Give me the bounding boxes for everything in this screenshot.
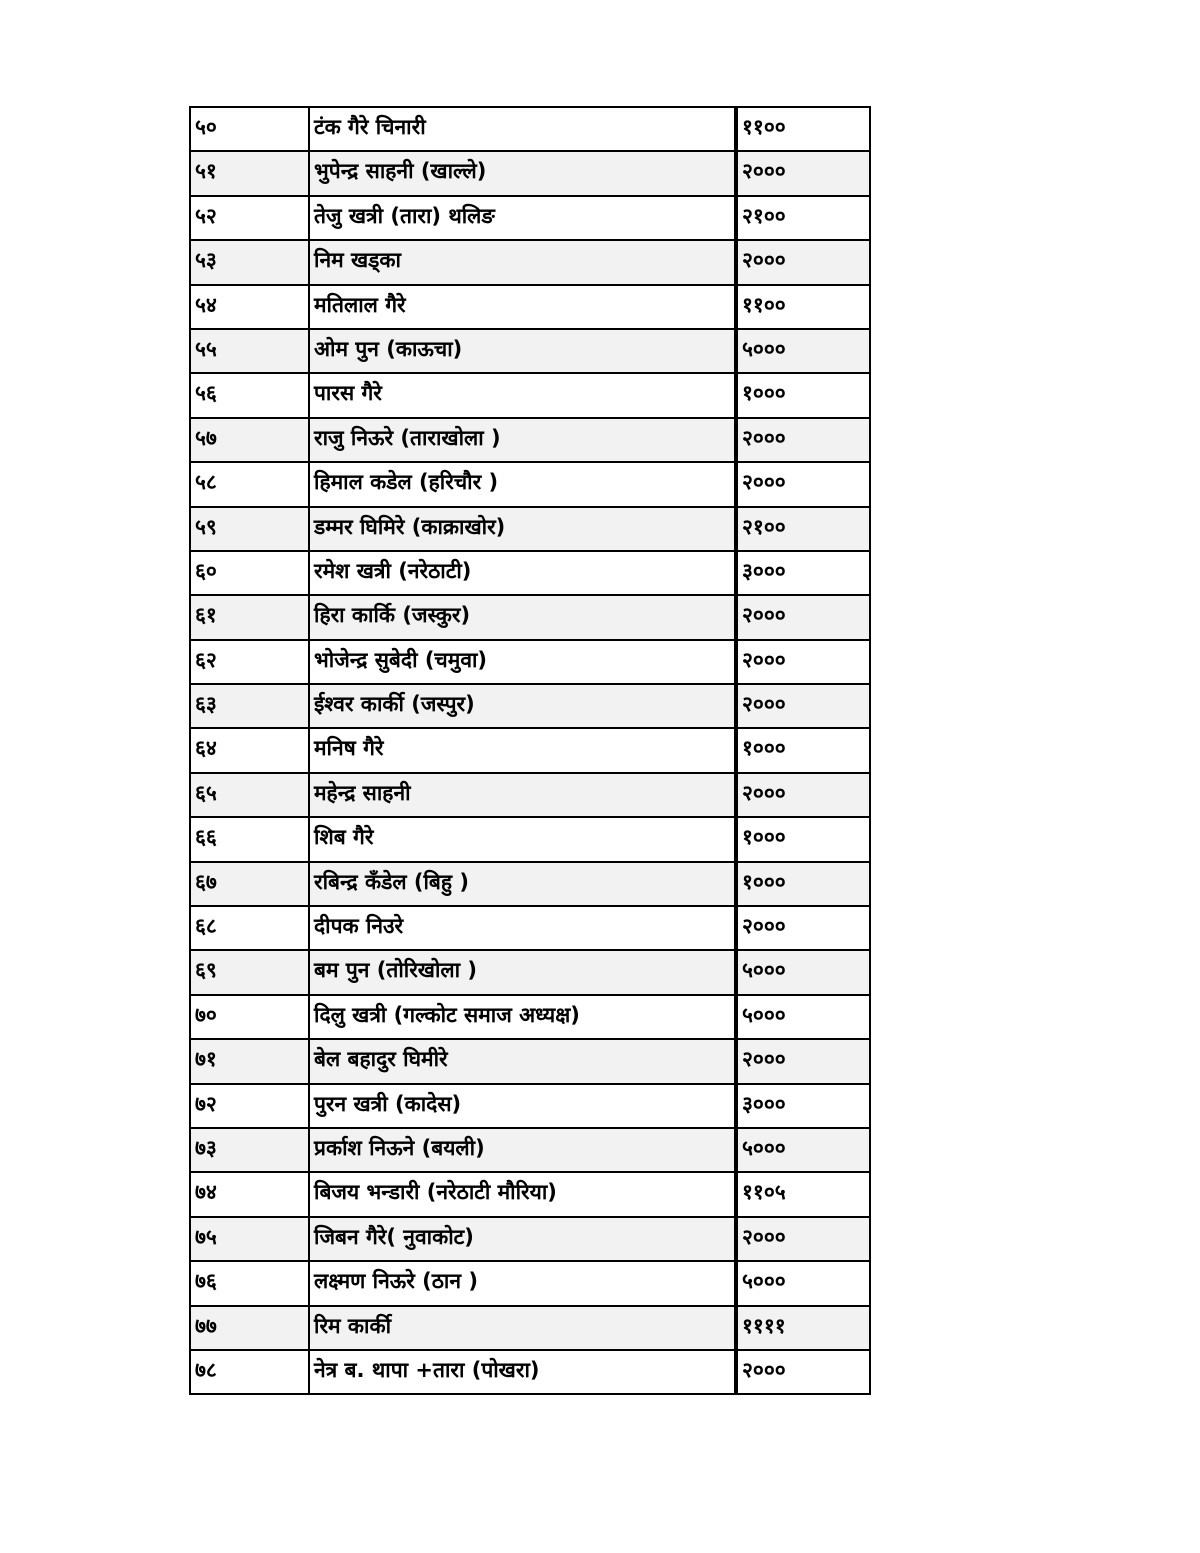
table-row [190,1172,870,1216]
row-serial-number: ५० [190,107,309,151]
row-serial-number: ५२ [190,196,309,240]
row-serial-number: ६८ [190,906,309,950]
donation-amount: २००० [736,1217,870,1261]
donation-amount: ३००० [736,1084,870,1128]
donation-amount: २००० [736,151,870,195]
row-serial-number: ५५ [190,329,309,373]
donor-name: तेजु खत्री (तारा) थलिङ [309,196,736,240]
donor-name: भोजेन्द्र सुबेदी (चमुवा) [309,640,736,684]
donor-name: जिबन गैरे( नुवाकोट) [309,1217,736,1261]
row-serial-number: ६३ [190,684,309,728]
table-row [190,862,870,906]
table-row [190,773,870,817]
donation-amount: २००० [736,640,870,684]
table-row [190,1350,870,1394]
table-row [190,1261,870,1305]
table-row [190,418,870,462]
donor-name: दिलु खत्री (गल्कोट समाज अध्यक्ष) [309,995,736,1039]
table-row [190,462,870,506]
donation-amount: ३००० [736,551,870,595]
donation-amount: ५००० [736,329,870,373]
donor-name: महेन्द्र साहनी [309,773,736,817]
row-serial-number: ७१ [190,1039,309,1083]
donation-amount: १००० [736,373,870,417]
donation-amount: ५००० [736,1128,870,1172]
table-row [190,329,870,373]
donation-amount: २००० [736,595,870,639]
table-row [190,1217,870,1261]
donation-amount: २१०० [736,507,870,551]
donor-name: बम पुन (तोरिखोला ) [309,950,736,994]
table-row [190,728,870,772]
donor-name: रबिन्द्र कँडेल (बिहु ) [309,862,736,906]
table-row [190,595,870,639]
row-serial-number: ५९ [190,507,309,551]
donor-name: भुपेन्द्र साहनी (खाल्ले) [309,151,736,195]
donation-amount: २००० [736,462,870,506]
donation-amount: ५००० [736,950,870,994]
donor-name: बिजय भन्डारी (नरेठाटी मौरिया) [309,1172,736,1216]
donation-amount: ११०० [736,107,870,151]
row-serial-number: ६४ [190,728,309,772]
row-serial-number: ५६ [190,373,309,417]
donation-amount: ११०५ [736,1172,870,1216]
donation-amount: २००० [736,684,870,728]
row-serial-number: ७० [190,995,309,1039]
table-row [190,684,870,728]
donor-name: हिरा कार्कि (जस्कुर) [309,595,736,639]
donation-amount: ५००० [736,995,870,1039]
donor-name: लक्ष्मण निऊरे (ठान ) [309,1261,736,1305]
row-serial-number: ५७ [190,418,309,462]
row-serial-number: ६७ [190,862,309,906]
row-serial-number: ७३ [190,1128,309,1172]
donation-amount: ५००० [736,1261,870,1305]
row-serial-number: ७२ [190,1084,309,1128]
table-row [190,551,870,595]
donor-name: नेत्र ब. थापा +तारा (पोखरा) [309,1350,736,1394]
table-row [190,285,870,329]
donation-amount: २१०० [736,196,870,240]
donation-amount: ११०० [736,285,870,329]
donor-name: मनिष गैरे [309,728,736,772]
row-serial-number: ६५ [190,773,309,817]
table-row [190,373,870,417]
donation-amount: २००० [736,418,870,462]
row-serial-number: ६६ [190,817,309,861]
donor-name: निम खड्का [309,240,736,284]
donation-amount: २००० [736,1350,870,1394]
donor-table [189,106,871,1395]
table-row [190,507,870,551]
donor-name: पारस गैरे [309,373,736,417]
table-row [190,1128,870,1172]
row-serial-number: ७५ [190,1217,309,1261]
row-serial-number: ७४ [190,1172,309,1216]
donor-table-body [190,107,870,1394]
table-row [190,995,870,1039]
donor-name: मतिलाल गैरे [309,285,736,329]
donation-amount: १००० [736,817,870,861]
donor-name: ईश्वर कार्की (जस्पुर) [309,684,736,728]
donation-amount: २००० [736,1039,870,1083]
donation-amount: १००० [736,728,870,772]
row-serial-number: ७६ [190,1261,309,1305]
donor-name: बेल बहादुर घिमीरे [309,1039,736,1083]
donor-name: हिमाल कडेल (हरिचौर ) [309,462,736,506]
row-serial-number: ५१ [190,151,309,195]
row-serial-number: ५४ [190,285,309,329]
table-row [190,1039,870,1083]
donor-name: पुरन खत्री (कादेस) [309,1084,736,1128]
table-row [190,196,870,240]
donation-amount: १००० [736,862,870,906]
row-serial-number: ७७ [190,1306,309,1350]
donor-name: दीपक निउरे [309,906,736,950]
donor-name: प्रर्काश निऊने (बयली) [309,1128,736,1172]
row-serial-number: ७८ [190,1350,309,1394]
donation-amount: २००० [736,773,870,817]
table-row [190,107,870,151]
table-row [190,817,870,861]
donor-name: राजु निऊरे (ताराखोला ) [309,418,736,462]
donor-name: रिम कार्की [309,1306,736,1350]
table-row [190,151,870,195]
table-row [190,950,870,994]
donation-amount: ११११ [736,1306,870,1350]
row-serial-number: ५३ [190,240,309,284]
table-row [190,1306,870,1350]
donor-name: शिब गैरे [309,817,736,861]
row-serial-number: ६९ [190,950,309,994]
table-row [190,1084,870,1128]
donation-amount: २००० [736,240,870,284]
donor-name: रमेश खत्री (नरेठाटी) [309,551,736,595]
row-serial-number: ५८ [190,462,309,506]
table-row [190,640,870,684]
row-serial-number: ६१ [190,595,309,639]
row-serial-number: ६२ [190,640,309,684]
donor-name: टंक गैरे चिनारी [309,107,736,151]
donor-name: ओम पुन (काऊचा) [309,329,736,373]
table-row [190,906,870,950]
table-row [190,240,870,284]
donor-name: डम्मर घिमिरे (काक्राखोर) [309,507,736,551]
donation-amount: २००० [736,906,870,950]
row-serial-number: ६० [190,551,309,595]
